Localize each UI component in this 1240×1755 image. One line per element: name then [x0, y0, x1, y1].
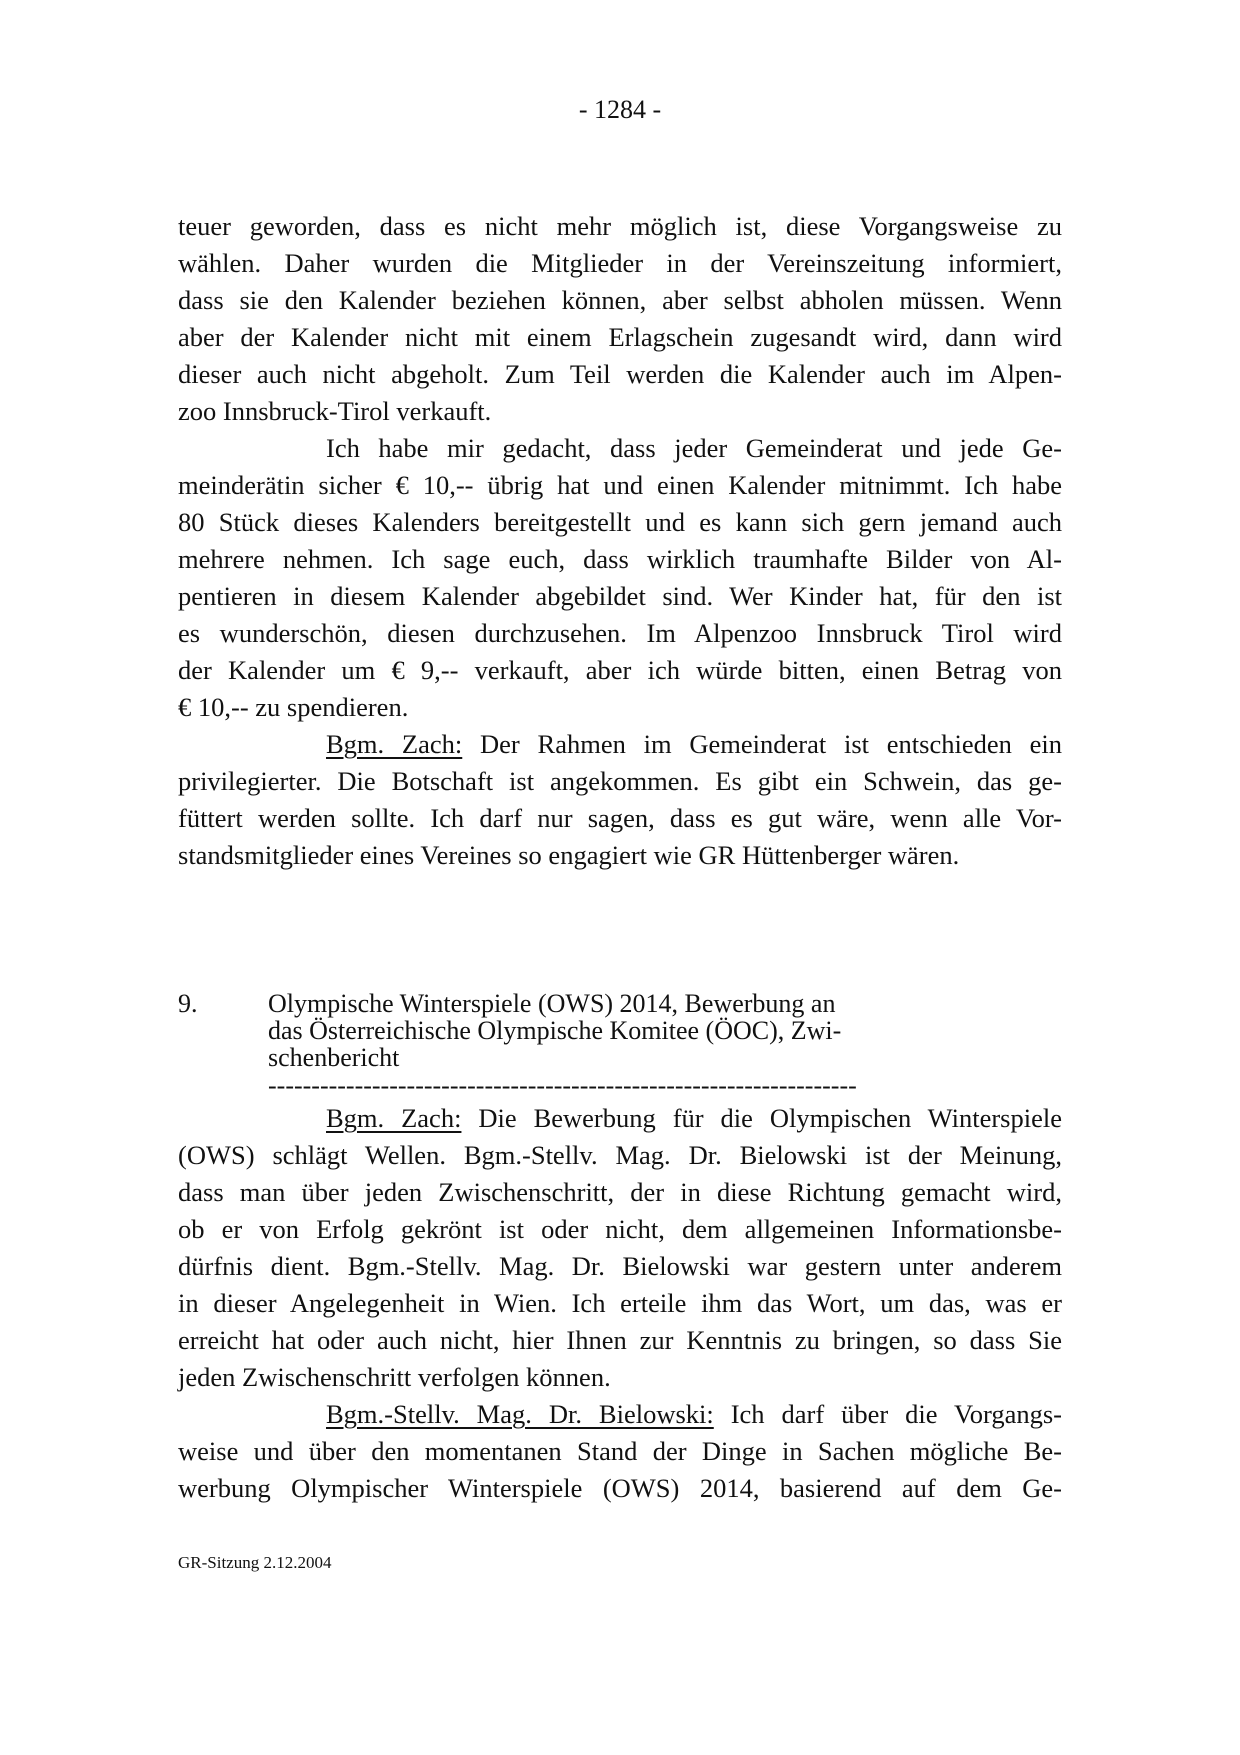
dashed-rule: -------------------------------------------------------------------- — [268, 1071, 857, 1100]
text-line: meinderätin sicher € 10,-- übrig hat und einen Kalender mitnimmt. Ich habe — [178, 470, 1062, 500]
text-line: mehrere nehmen. Ich sage euch, dass wirklich traumhafte Bilder von Al- — [178, 544, 1062, 574]
text-line: werbung Olympischer Winterspiele (OWS) 2014, basierend auf dem Ge- — [178, 1473, 1062, 1503]
text-line: in dieser Angelegenheit in Wien. Ich erteile ihm das Wort, um das, was er — [178, 1288, 1062, 1318]
heading-line: das Österreichische Olympische Komitee (ÖOC), Zwi- — [268, 1016, 842, 1045]
text-line: füttert werden sollte. Ich darf nur sagen, dass es gut wäre, wenn alle Vor- — [178, 803, 1062, 833]
text-line: wählen. Daher wurden die Mitglieder in der Vereinszeitung informiert, — [178, 248, 1062, 278]
text-line: dürfnis dient. Bgm.-Stellv. Mag. Dr. Bielowski war gestern unter anderem — [178, 1251, 1062, 1281]
text-line: es wunderschön, diesen durchzusehen. Im Alpenzoo Innsbruck Tirol wird — [178, 618, 1062, 648]
text-line: dieser auch nicht abgeholt. Zum Teil werden die Kalender auch im Alpen- — [178, 359, 1062, 389]
text-line: zoo Innsbruck-Tirol verkauft. — [178, 396, 492, 426]
text-line: weise und über den momentanen Stand der Dinge in Sachen mögliche Be- — [178, 1436, 1062, 1466]
text-line — [178, 1100, 1062, 1137]
paragraph — [178, 208, 1062, 430]
text-line: aber der Kalender nicht mit einem Erlagschein zugesandt wird, dann wird — [178, 322, 1062, 352]
heading-line: schenbericht — [268, 1043, 400, 1072]
speech-text: Der Rahmen im Gemeinderat ist entschieden ein — [462, 729, 1062, 759]
text-line: erreicht hat oder auch nicht, hier Ihnen zur Kenntnis zu bringen, so dass Sie — [178, 1325, 1062, 1355]
paragraph — [178, 1100, 1062, 1396]
speech-text: Die Bewerbung für die Olympischen Winterspiele — [461, 1103, 1062, 1133]
agenda-item — [178, 990, 1062, 1100]
text-line: dass man über jeden Zwischenschritt, der in diese Richtung gemacht wird, — [178, 1177, 1062, 1207]
text-block-2 — [178, 1100, 1062, 1507]
text-line — [178, 726, 1062, 763]
paragraph — [178, 1396, 1062, 1507]
agenda-number: 9. — [178, 989, 198, 1018]
text-line: privilegierter. Die Botschaft ist angekommen. Es gibt ein Schwein, das ge- — [178, 766, 1062, 796]
agenda-heading — [268, 990, 908, 1101]
speaker-name: Bgm. Zach: — [326, 1103, 462, 1133]
heading-line: Olympische Winterspiele (OWS) 2014, Bewerbung an — [268, 989, 836, 1018]
text-line: teuer geworden, dass es nicht mehr möglich ist, diese Vorgangsweise zu — [178, 211, 1062, 241]
text-line: dass sie den Kalender beziehen können, aber selbst abholen müssen. Wenn — [178, 285, 1062, 315]
speech-text: Ich darf über die Vorgangs- — [713, 1399, 1062, 1429]
speaker-name: Bgm. Zach: — [326, 729, 463, 759]
text-line: standsmitglieder eines Vereines so engagiert wie GR Hüttenberger wären. — [178, 840, 960, 870]
paragraph — [178, 430, 1062, 726]
text-line: der Kalender um € 9,-- verkauft, aber ich würde bitten, einen Betrag von — [178, 655, 1062, 685]
text-line: (OWS) schlägt Wellen. Bgm.-Stellv. Mag. Dr. Bielowski ist der Meinung, — [178, 1140, 1062, 1170]
speaker-name: Bgm.-Stellv. Mag. Dr. Bielowski: — [326, 1399, 714, 1429]
text-line: pentieren in diesem Kalender abgebildet sind. Wer Kinder hat, für den ist — [178, 581, 1062, 611]
text-block-1 — [178, 208, 1062, 874]
page-number: - 1284 - — [578, 95, 662, 124]
footer-label: GR-Sitzung 2.12.2004 — [178, 1553, 332, 1572]
text-line: ob er von Erfolg gekrönt ist oder nicht, dem allgemeinen Informationsbe- — [178, 1214, 1062, 1244]
paragraph — [178, 726, 1062, 874]
text-line: 80 Stück dieses Kalenders bereitgestellt und es kann sich gern jemand auch — [178, 507, 1062, 537]
text-line — [178, 1396, 1062, 1433]
text-line: € 10,-- zu spendieren. — [178, 692, 409, 722]
text-line: Ich habe mir gedacht, dass jeder Gemeinderat und jede Ge- — [326, 433, 1062, 463]
text-line: jeden Zwischenschritt verfolgen können. — [178, 1362, 611, 1392]
